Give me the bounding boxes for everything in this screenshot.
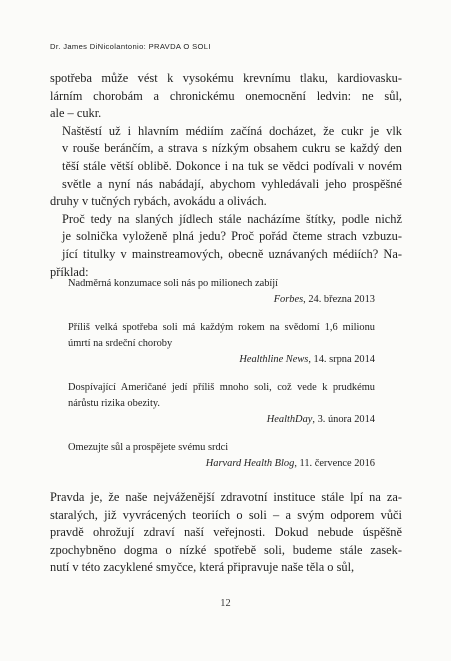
quote-source-name: HealthDay: [266, 414, 313, 425]
quote-source-name: Forbes: [273, 294, 304, 305]
quote-source: [68, 412, 375, 428]
quote-source: [68, 352, 375, 368]
page-number: 12: [220, 598, 231, 609]
running-head-text: Dr. James DiNicolantonio: PRAVDA O SOLI: [50, 42, 211, 51]
quote-date: , 24. března 2013: [303, 294, 375, 305]
quote-date: , 3. února 2014: [312, 414, 375, 425]
paragraph: Proč tedy na slaných jídlech stále nacházíme štítky, podle nichž je solnička vyloženě plná jedu? Proč pořád čteme strach vzbuzu- jící titulky v mainstreamových, obecně uznávaných médiích? Na- příklad:: [50, 211, 402, 279]
quote-source-name: Healthline News: [239, 354, 309, 365]
body-text-top: [50, 70, 402, 281]
paragraph: Naštěstí už i hlavním médiím začíná docházet, že cukr je vlk v rouše beránčím, a strava s nízkým obsahem cukru se každý den těší stále větší oblibě. Dokonce i na tuk se vědci podívali v novém světle a nyní nás nabádají, abychom vyhledávali jeho prospěšné druhy v tučných rybách, avokádu a olivách.: [50, 123, 402, 209]
quote-date: , 14. srpna 2014: [308, 354, 375, 365]
body-text-bottom: [50, 489, 402, 577]
quote-source: [68, 456, 375, 472]
quote-source-name: Harvard Health Blog: [205, 458, 295, 469]
quote-block: [68, 320, 375, 368]
running-head: [50, 42, 211, 51]
paragraph: Pravda je, že naše nejváženější zdravotní instituce stále lpí na za- staralých, již vyvrácených teoriích o soli – a svým odporem vůči pravdě ohrožují zdraví naší veřejnosti. Dokud nebude úspěšně zpochybněno dogma o nízké spotřebě soli, budeme stále zasek- nutí v této zacyklené smyčce, která připravuje naše těla o sůl,: [50, 490, 402, 575]
quote-text: Nadměrná konzumace soli nás po milionech zabíjí: [68, 278, 279, 289]
quote-text: Omezujte sůl a prospějete svému srdci: [68, 442, 229, 453]
paragraph: spotřeba může vést k vysokému krevnímu tlaku, kardiovasku- lárním chorobám a chronickému onemocnění ledvin: ne sůl, ale – cukr.: [50, 71, 402, 121]
quote-text: Dospívající Američané jedí příliš mnoho soli, což vede k prudkému nárůstu rizika obezity.: [68, 382, 375, 409]
quote-block: [68, 276, 375, 308]
headline-quotes: [68, 276, 375, 472]
quote-block: [68, 380, 375, 428]
quote-date: , 11. července 2016: [294, 458, 375, 469]
quote-block: [68, 440, 375, 472]
quote-text: Příliš velká spotřeba soli má každým rokem na svědomí 1,6 milionu úmrtí na srdeční choroby: [68, 322, 375, 349]
quote-source: [68, 292, 375, 308]
